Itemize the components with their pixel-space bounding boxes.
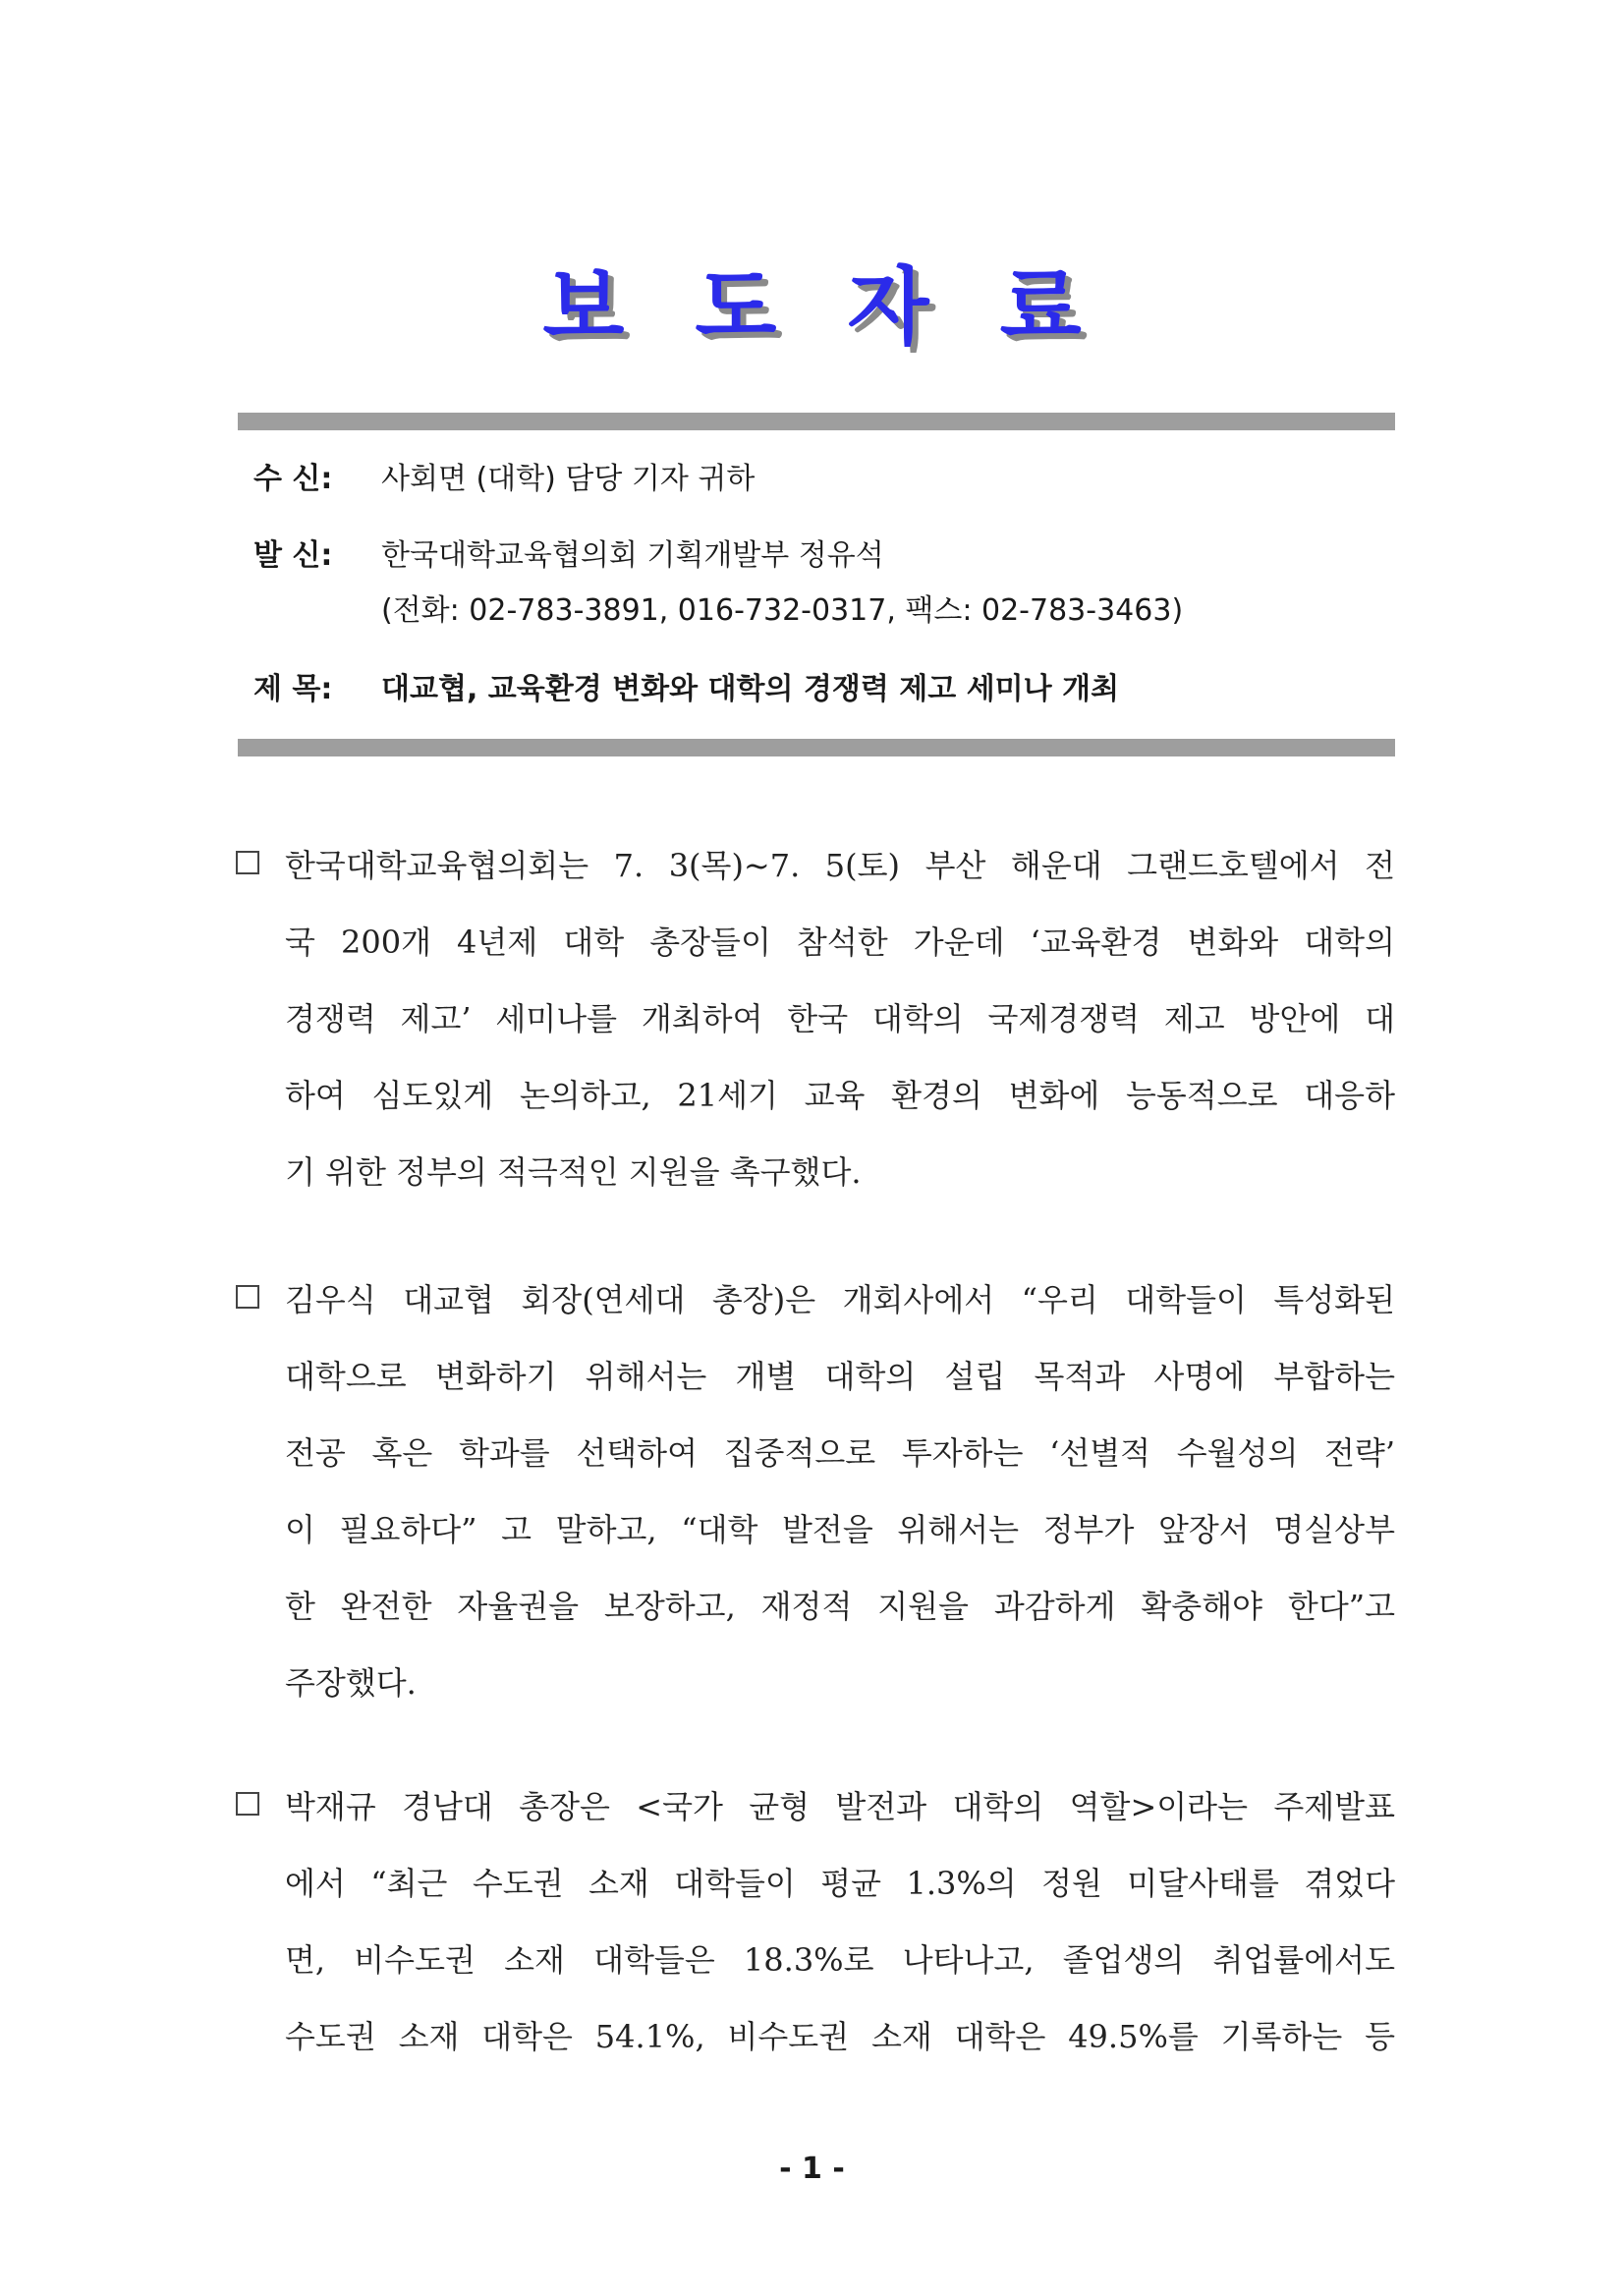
recipient-value: 사회면 (대학) 담당 기자 귀하 [381, 462, 756, 496]
paragraph-line: 대학으로 변화하기 위해서는 개별 대학의 설립 목적과 사명에 부합하는 [285, 1358, 1395, 1395]
document-title: 보도자료 [542, 258, 1152, 357]
paragraph-line: 기 위한 정부의 적극적인 지원을 촉구했다. [285, 1153, 862, 1191]
paragraph-line: 이 필요하다” 고 말하고, “대학 발전을 위해서는 정부가 앞장서 명실상부 [285, 1511, 1395, 1548]
checkbox-square-icon [236, 851, 259, 874]
subject-label: 제 목: [253, 672, 333, 706]
header-bottom-rule [238, 739, 1395, 756]
subject-value: 대교협, 교육환경 변화와 대학의 경쟁력 제고 세미나 개최 [381, 672, 1120, 706]
paragraph-line: 에서 “최근 수도권 소재 대학들이 평균 1.3%의 정원 미달사태를 겪었다 [285, 1865, 1395, 1902]
paragraph-line: 면, 비수도권 소재 대학들은 18.3%로 나타나고, 졸업생의 취업률에서도 [285, 1941, 1395, 1979]
checkbox-square-icon [236, 1792, 259, 1816]
paragraph-line: 한 완전한 자율권을 보장하고, 재정적 지원을 과감하게 확충해야 한다”고 [285, 1588, 1395, 1625]
checkbox-square-icon [236, 1285, 259, 1309]
sender-contact: (전화: 02-783-3891, 016-732-0317, 팩스: 02-783-3463) [381, 593, 1184, 628]
paragraph-line: 전공 혹은 학과를 선택하여 집중적으로 투자하는 ‘선별적 수월성의 전략’ [285, 1434, 1395, 1472]
paragraph-line: 하여 심도있게 논의하고, 21세기 교육 환경의 변화에 능동적으로 대응하 [285, 1077, 1395, 1114]
sender-label: 발 신: [253, 538, 333, 573]
recipient-label: 수 신: [253, 462, 333, 496]
page-number: - 1 - [779, 2152, 845, 2186]
paragraph-line: 박재규 경남대 총장은 <국가 균형 발전과 대학의 역할>이라는 주제발표 [285, 1788, 1395, 1825]
paragraph-line: 경쟁력 제고’ 세미나를 개최하여 한국 대학의 국제경쟁력 제고 방안에 대 [285, 1000, 1395, 1037]
sender-value: 한국대학교육협의회 기획개발부 정유석 [381, 538, 884, 573]
header-top-rule [238, 413, 1395, 430]
paragraph-line: 한국대학교육협의회는 7. 3(목)~7. 5(토) 부산 해운대 그랜드호텔에서 전 [285, 847, 1395, 884]
paragraph-line: 주장했다. [285, 1664, 417, 1702]
paragraph-line: 국 200개 4년제 대학 총장들이 참석한 가운데 ‘교육환경 변화와 대학의 [285, 924, 1395, 961]
paragraph-line: 김우식 대교협 회장(연세대 총장)은 개회사에서 “우리 대학들이 특성화된 [285, 1281, 1395, 1318]
paragraph-line: 수도권 소재 대학은 54.1%, 비수도권 소재 대학은 49.5%를 기록하는 등 [285, 2018, 1395, 2055]
